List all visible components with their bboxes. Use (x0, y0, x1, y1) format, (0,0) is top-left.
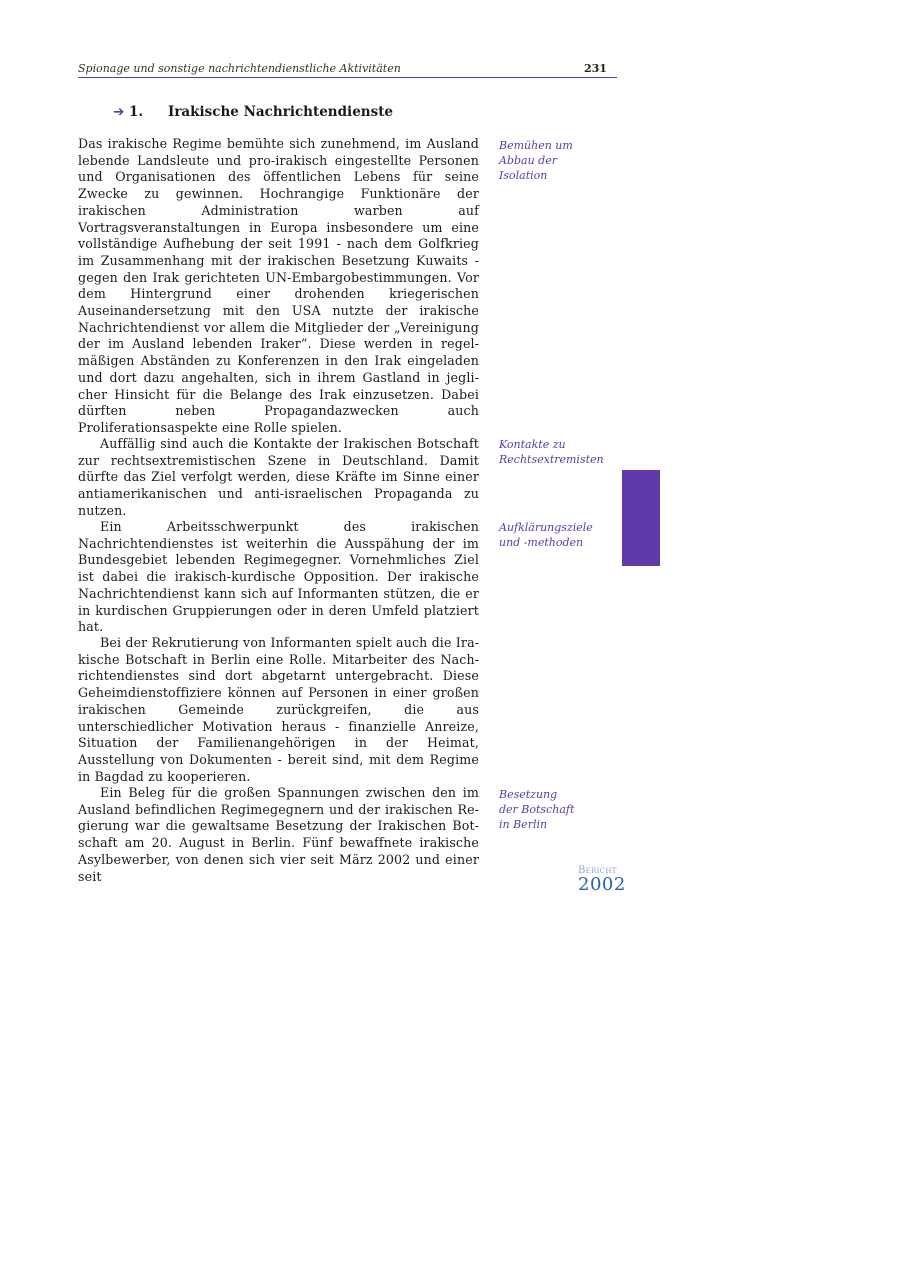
paragraph-3: Ein Arbeitsschwerpunkt des irakischen Nachrichtendienstes ist weiterhin die Ausspähung der im Bundesgebiet lebenden Regimegegner. Vornehmliches Ziel ist dabei die irakisch-kurdische Opposition. Der irakische Nachrichtendienst kann sich auf Informanten stützen, die er in kurdischen Gruppierungen oder in deren Umfeld platziert hat. (78, 519, 479, 635)
paragraph-2: Auffällig sind auch die Kontakte der Irakischen Botschaft zur rechtsextremistischen Szene in Deutschland. Damit dürfte das Ziel verfolgt werden, diese Kräfte im Sinne einer antiamerikanischen und anti-israelischen Propaganda zu nutzen. (78, 436, 479, 518)
bericht-logo (578, 865, 638, 894)
running-header (78, 62, 617, 78)
chapter-tab-bar (622, 470, 660, 566)
logo-word: Bericht (578, 865, 617, 876)
page-number: 231 (584, 62, 607, 75)
section-title: Irakische Nachrichtendienste (168, 104, 394, 120)
paragraph-1: Das irakische Regime bemühte sich zunehmend, im Ausland lebende Landsleute und pro-irakisch eingestellte Personen und Organisationen des öffentlichen Lebens für seine Zwecke zu gewinnen. Hochrangige Funktionäre der irakischen Administration warben auf Vortragsveranstaltungen in Europa insbesondere um eine vollständige Aufhebung der seit 1991 - nach dem Golfkrieg im Zusammenhang mit der irakischen Besetzung Kuwaits - gegen den Irak gerichteten UN-Embargobestimmungen. Vor dem Hintergrund einer drohenden kriegerischen Auseinandersetzung mit den USA nutzte der irakische Nachrichtendienst vor allem die Mitglieder der „Vereinigung der im Ausland lebenden Iraker“. Diese werden in regelmäßigen Abständen zu Konferenzen in den Irak eingeladen und dort dazu angehalten, sich in ihrem Gastland in jeglicher Hinsicht für die Belange des Irak einzusetzen. Dabei dürften neben Propagandazwecken auch Proliferationsaspekte eine Rolle spielen. (78, 136, 479, 435)
logo-year: 2002 (578, 874, 626, 895)
margin-note-besetzung: Besetzung der Botschaft in Berlin (499, 788, 575, 831)
margin-note-rechtsextremisten: Kontakte zu Rechtsextremisten (499, 438, 604, 466)
section-heading (113, 104, 393, 120)
paragraph-5: Ein Beleg für die großen Spannungen zwischen den im Ausland befindlichen Regimegegnern und der irakischen Regierung war die gewaltsame Besetzung der Irakischen Botschaft am 20. August in Berlin. Fünf bewaffnete irakische Asylbewerber, von denen sich vier seit März 2002 und einer seit (78, 785, 479, 884)
margin-note-aufklaerungsziele: Aufklärungsziele und -methoden (499, 521, 593, 549)
section-number: 1. (129, 104, 144, 120)
margin-note-isolation: Bemühen um Abbau der Isolation (499, 139, 573, 182)
header-title: Spionage und sonstige nachrichtendienstliche Aktivitäten (78, 62, 401, 75)
arrow-right-icon: ➔ (113, 104, 125, 120)
paragraph-4: Bei der Rekrutierung von Informanten spielt auch die Irakische Botschaft in Berlin eine Rolle. Mitarbeiter des Nachrichtendienstes sind dort abgetarnt untergebracht. Diese Geheimdienstoffiziere können auf Personen in einer großen irakischen Gemeinde zurückgreifen, die aus unterschiedlicher Motivation heraus - finanzielle Anreize, Situation der Familienangehörigen in der Heimat, Ausstellung von Dokumenten - bereit sind, mit dem Regime in Bagdad zu kooperieren. (78, 635, 479, 784)
